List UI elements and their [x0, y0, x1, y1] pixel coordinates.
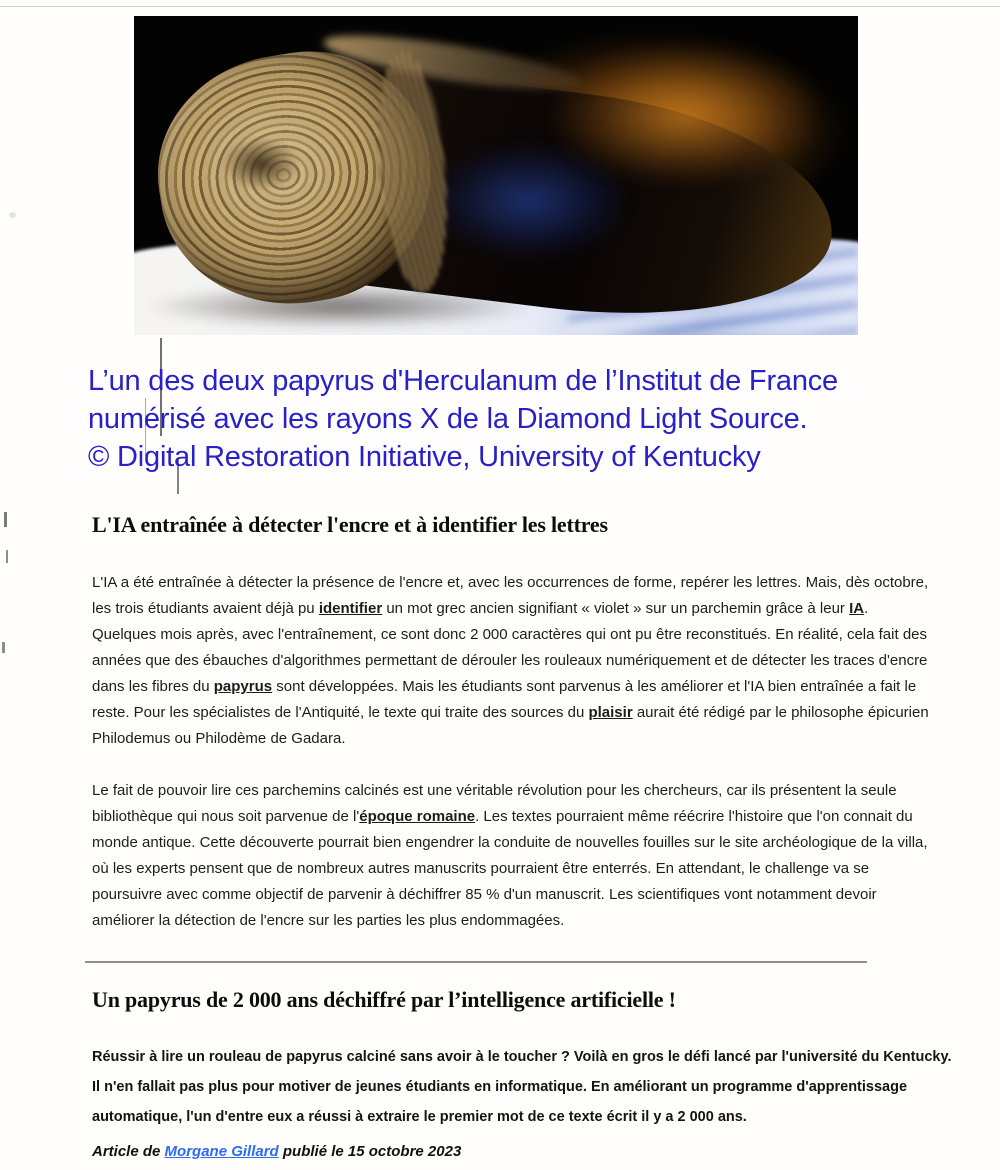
- scroll-end-dark-core: [221, 137, 301, 191]
- text-segment: aurait été rédigé par le philosophe épicurien Philodemus ou Philodème de Gadara.: [92, 704, 929, 747]
- text-segment: Le fait de pouvoir lire ces parchemins calcinés est une véritable révolution pour les chercheurs, car ils présentent la seule bibliothèque qui nous soit parvenue de l': [92, 782, 897, 825]
- text-segment: L'IA a été entraînée à détecter la présence de l'encre et, avec les occurrences de forme, repérer les lettres. Mais, dès octobre, les trois étudiants avaient déjà pu: [92, 574, 929, 617]
- photo-caption: [88, 362, 948, 476]
- paragraph-library-revolution: [92, 778, 932, 934]
- link-plaisir[interactable]: plaisir: [588, 704, 633, 721]
- text-segment: . Les textes pourraient même réécrire l'histoire que l'on connait du monde antique. Cette découverte pourrait bien engendrer la conduite de nouvelles fouilles sur le site archéologique de la villa, où les experts pensent que de nombreux autres manuscrits pourraient être enterrés. En attendant, le challenge va se poursuivre avec comme objectif de parvenir à déchiffrer 85 % d'un manuscrit. Les scientifiques vont notamment devoir améliorer la détection de l'encre sur les parties les plus endommagées.: [92, 808, 928, 929]
- scroll-amber-patch: [554, 48, 815, 182]
- text-segment: un mot grec ancien signifiant « violet » sur un parchemin grâce à leur: [382, 600, 850, 617]
- section-heading-ia-detection: L'IA entraînée à détecter l'encre et à identifier les lettres: [92, 512, 608, 537]
- text-segment: sont développées. Mais les étudiants sont parvenus à les améliorer et l'IA bien entraînée a fait le reste. Pour les spécialistes de l'Antiquité, le texte qui traite des sources du: [92, 678, 917, 721]
- caption-line: L’un des deux papyrus d'Herculanum de l’Institut de France: [88, 365, 838, 397]
- papyrus-scroll-photo: [134, 16, 858, 335]
- paragraph-ia-training: [92, 570, 932, 752]
- section-heading-papyrus-dechiffre: Un papyrus de 2 000 ans déchiffré par l’intelligence artificielle !: [92, 987, 676, 1012]
- link-epoque-romaine[interactable]: époque romaine: [359, 808, 476, 825]
- link-author-morgane-gillard[interactable]: Morgane Gillard: [164, 1143, 279, 1160]
- page-top-rule: [0, 6, 1000, 7]
- scan-smudge: [6, 550, 8, 563]
- caption-line: © Digital Restoration Initiative, University of Kentucky: [88, 441, 761, 473]
- scan-smudge: [9, 212, 16, 218]
- scan-smudge: [2, 642, 5, 653]
- text-segment: . Quelques mois après, avec l'entraînement, ce sont donc 2 000 caractères qui ont pu être reconstitués. En réalité, cela fait des années que des ébauches d'algorithmes permettant de dérouler les rouleaux numériquement et de détecter les traces d'encre dans les fibres du: [92, 600, 928, 695]
- link-papyrus[interactable]: papyrus: [213, 678, 273, 695]
- link-ia[interactable]: IA: [849, 600, 865, 617]
- paragraph-lead: Réussir à lire un rouleau de papyrus calciné sans avoir à le toucher ? Voilà en gros le défi lancé par l'université du Kentucky. Il n'en fallait pas plus pour motiver de jeunes étudiants en informatique. En améliorant un programme d'apprentissage automatique, l'un d'entre eux a réussi à extraire le premier mot de ce texte écrit il y a 2 000 ans.: [92, 1049, 952, 1125]
- section-divider: [85, 961, 867, 963]
- byline: [92, 1143, 461, 1160]
- byline-prefix: Article de: [92, 1143, 165, 1160]
- caption-line: numérisé avec les rayons X de la Diamond Light Source.: [88, 403, 808, 435]
- link-identifier[interactable]: identifier: [318, 600, 383, 617]
- byline-suffix: publié le 15 octobre 2023: [278, 1143, 462, 1160]
- scan-smudge: [4, 512, 7, 527]
